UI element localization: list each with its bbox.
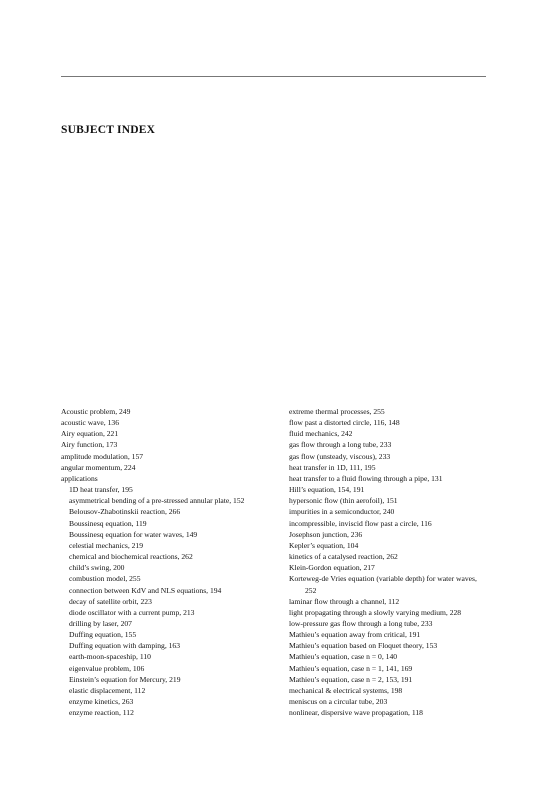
header-rule (61, 76, 486, 77)
index-entry: child’s swing, 200 (69, 563, 125, 573)
index-entry: Boussinesq equation, 119 (69, 518, 147, 528)
index-entry: laminar flow through a channel, 112 (289, 596, 400, 606)
index-entry: decay of satellite orbit, 223 (69, 596, 152, 606)
index-entry: hypersonic flow (thin aerofoil), 151 (289, 496, 398, 506)
index-entry: Mathieu’s equation, case n = 1, 141, 169 (289, 663, 413, 673)
index-entry: acoustic wave, 136 (61, 418, 119, 428)
index-entry: diode oscillator with a current pump, 213 (69, 607, 195, 617)
index-entry: chemical and biochemical reactions, 262 (69, 552, 193, 562)
index-entry: celestial mechanics, 219 (69, 540, 144, 550)
index-entry: amplitude modulation, 157 (61, 451, 144, 461)
index-entry: earth-moon-spaceship, 110 (69, 652, 151, 662)
index-entry: low-pressure gas flow through a long tube, 233 (289, 618, 433, 628)
index-entry: heat transfer in 1D, 111, 195 (289, 462, 376, 472)
index-entry: 1D heat transfer, 195 (69, 485, 133, 495)
index-entry: heat transfer to a fluid flowing through a pipe, 131 (289, 473, 443, 483)
index-entry: asymmetrical bending of a pre-stressed annular plate, 152 (69, 496, 245, 506)
index-entry: light propagating through a slowly varying medium, 228 (289, 607, 462, 617)
index-entry: Airy function, 173 (61, 440, 118, 450)
index-entry: Mathieu’s equation, case n = 0, 140 (289, 652, 398, 662)
index-entry: Einstein’s equation for Mercury, 219 (69, 674, 181, 684)
index-entry: eigenvalue problem, 106 (69, 663, 145, 673)
index-entry: nonlinear, dispersive wave propagation, 118 (289, 708, 423, 718)
index-entry: flow past a distorted circle, 116, 148 (289, 418, 400, 428)
index-entry: enzyme reaction, 112 (69, 708, 134, 718)
index-entry: gas flow through a long tube, 233 (289, 440, 392, 450)
index-column-left (61, 406, 276, 718)
index-entry: fluid mechanics, 242 (289, 429, 353, 439)
index-entry: kinetics of a catalysed reaction, 262 (289, 552, 398, 562)
index-entry: Airy equation, 221 (61, 429, 119, 439)
index-entry: Kepler’s equation, 104 (289, 540, 359, 550)
index-entry: Acoustic problem, 249 (61, 407, 131, 416)
page-title: SUBJECT INDEX (61, 124, 156, 136)
index-entry: incompressible, inviscid flow past a circle, 116 (289, 518, 432, 528)
index-column-right (289, 406, 489, 718)
index-entry: enzyme kinetics, 263 (69, 697, 134, 707)
index-entry: meniscus on a circular tube, 203 (289, 697, 388, 707)
index-entry: Mathieu’s equation based on Floquet theory, 153 (289, 641, 438, 651)
index-entry: Josephson junction, 236 (289, 529, 363, 539)
index-entry: Mathieu’s equation away from critical, 191 (289, 630, 421, 640)
index-entry: Hill’s equation, 154, 191 (289, 485, 365, 495)
index-entry: Duffing equation, 155 (69, 630, 137, 640)
index-entry: angular momentum, 224 (61, 462, 136, 472)
index-entry: Belousov-Zhabotinskii reaction, 266 (69, 507, 181, 517)
index-entry: Korteweg-de Vries equation (variable depth) for water waves, 252 (289, 574, 477, 595)
index-entry: combustion model, 255 (69, 574, 141, 584)
index-entry: mechanical & electrical systems, 198 (289, 685, 403, 695)
index-entry: Duffing equation with damping, 163 (69, 641, 181, 651)
index-entry: impurities in a semiconductor, 240 (289, 507, 395, 517)
index-entry: drilling by laser, 207 (69, 618, 132, 628)
index-entry: extreme thermal processes, 255 (289, 407, 385, 416)
index-entry: Klein-Gordon equation, 217 (289, 563, 375, 573)
index-entry: elastic displacement, 112 (69, 685, 146, 695)
index-entry: gas flow (unsteady, viscous), 233 (289, 451, 391, 461)
index-entry: Boussinesq equation for water waves, 149 (69, 529, 198, 539)
index-entry: Mathieu’s equation, case n = 2, 153, 191 (289, 674, 413, 684)
index-entry: connection between KdV and NLS equations, 194 (69, 585, 222, 595)
index-entry: applications (61, 473, 98, 483)
